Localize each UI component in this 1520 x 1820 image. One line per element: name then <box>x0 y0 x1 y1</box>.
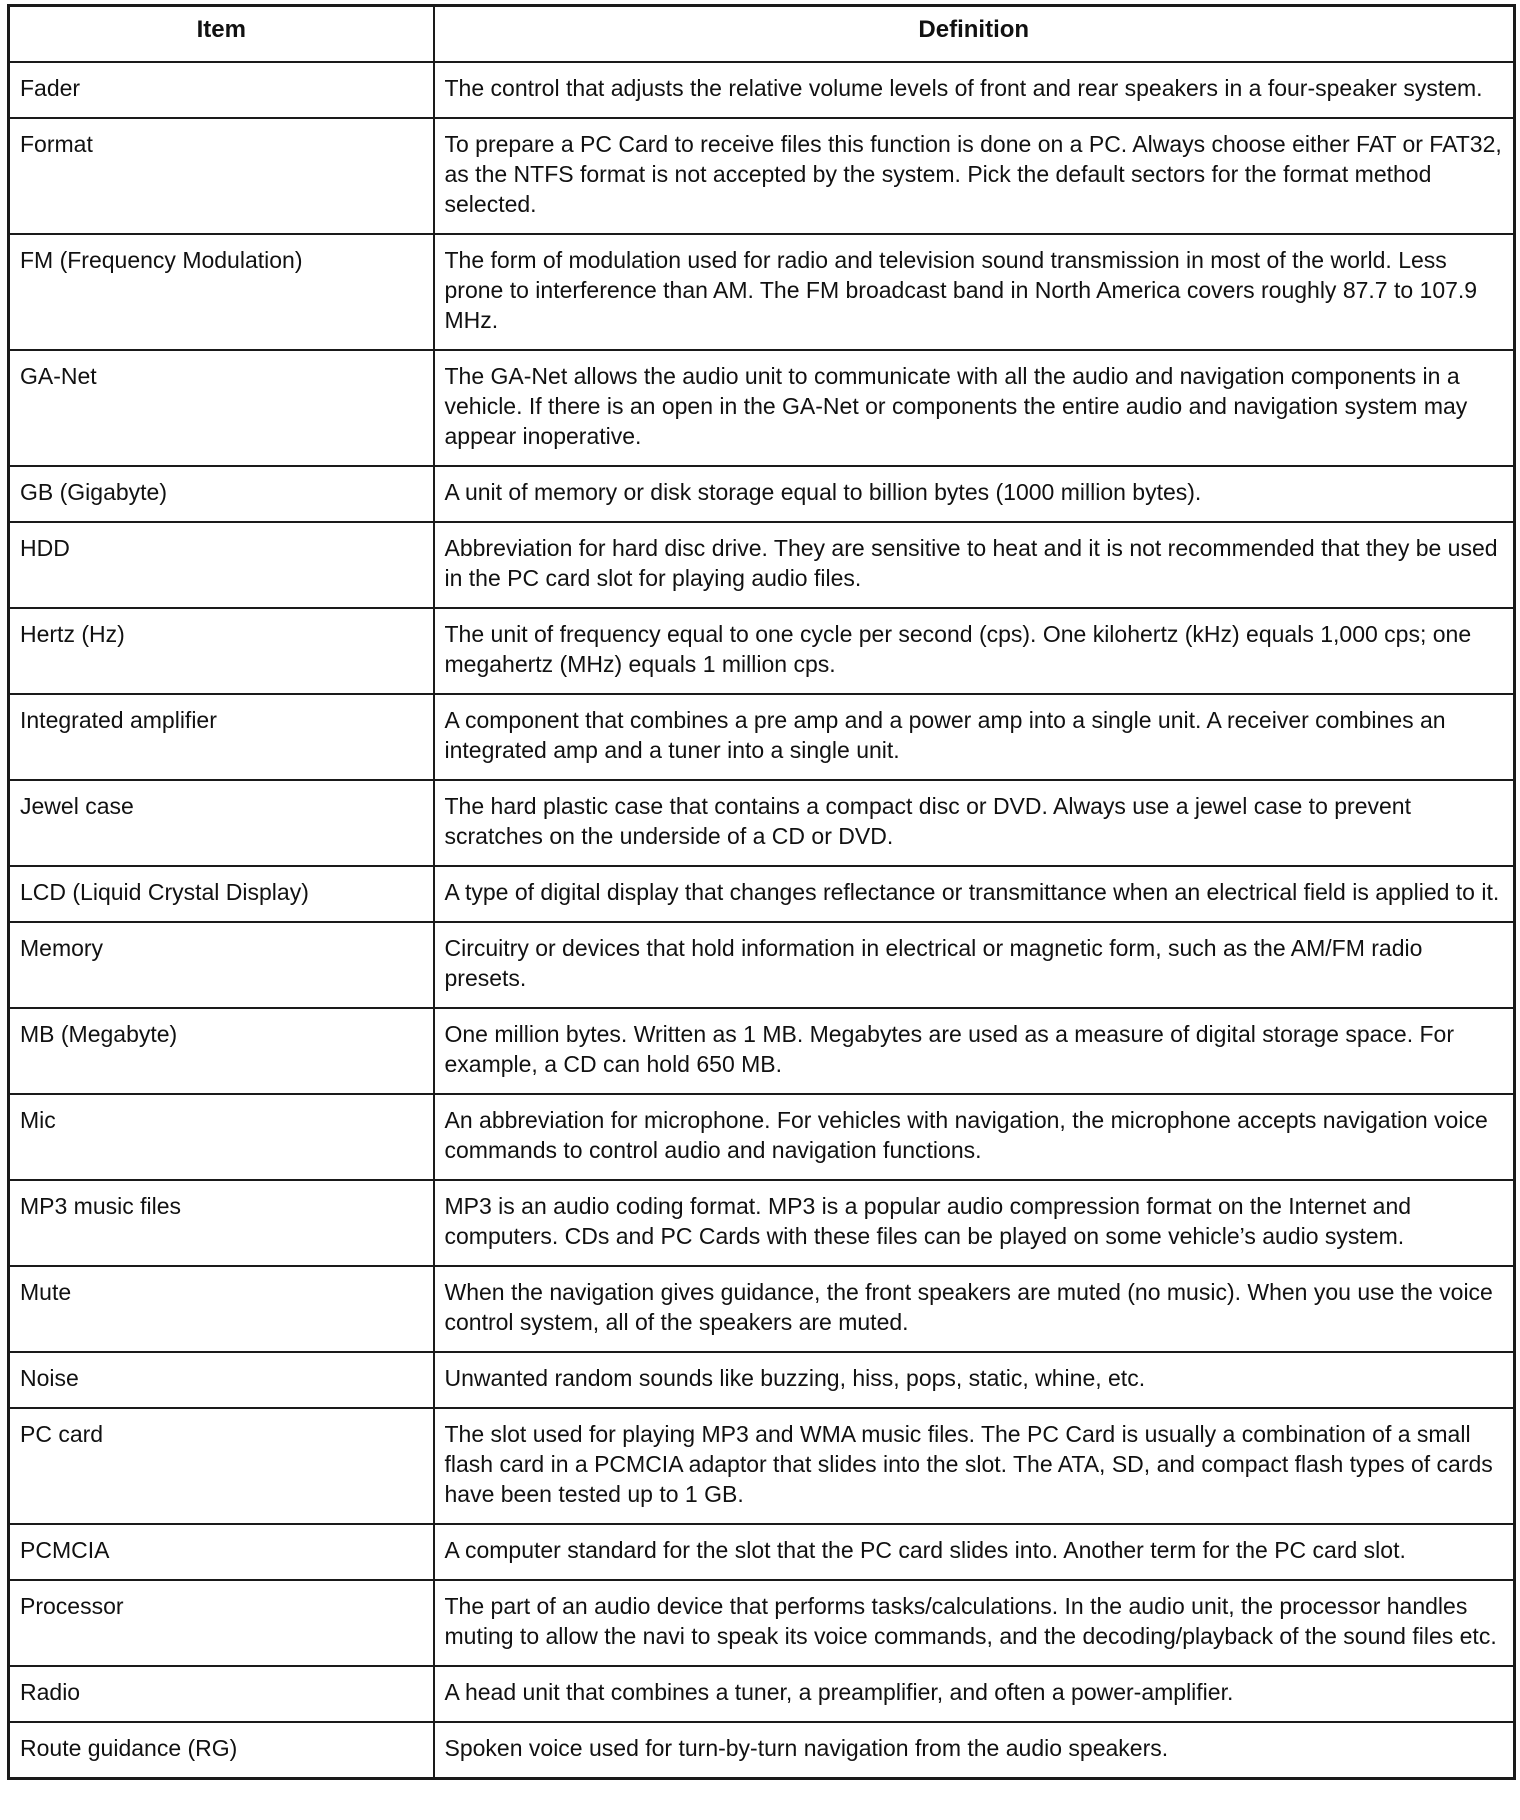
table-row <box>9 1580 1515 1666</box>
table-row <box>9 1408 1515 1524</box>
item-cell: Route guidance (RG) <box>9 1722 434 1779</box>
table-row <box>9 866 1515 922</box>
table-row <box>9 1352 1515 1408</box>
definition-cell: Circuitry or devices that hold information in electrical or magnetic form, such as the AM/FM radio presets. <box>434 922 1515 1008</box>
definition-cell: An abbreviation for microphone. For vehicles with navigation, the microphone accepts navigation voice commands to control audio and navigation functions. <box>434 1094 1515 1180</box>
item-cell: Mic <box>9 1094 434 1180</box>
table-row <box>9 1722 1515 1779</box>
item-cell: Jewel case <box>9 780 434 866</box>
definition-cell: Spoken voice used for turn-by-turn navigation from the audio speakers. <box>434 1722 1515 1779</box>
item-cell: LCD (Liquid Crystal Display) <box>9 866 434 922</box>
definition-cell: When the navigation gives guidance, the front speakers are muted (no music). When you use the voice control system, all of the speakers are muted. <box>434 1266 1515 1352</box>
definition-cell: To prepare a PC Card to receive files this function is done on a PC. Always choose either FAT or FAT32, as the NTFS format is not accepted by the system. Pick the default sectors for the format method selected. <box>434 118 1515 234</box>
table-row <box>9 466 1515 522</box>
item-cell: MB (Megabyte) <box>9 1008 434 1094</box>
table-row <box>9 1180 1515 1266</box>
table-row <box>9 608 1515 694</box>
header-row <box>9 6 1515 63</box>
definition-cell: MP3 is an audio coding format. MP3 is a popular audio compression format on the Internet and computers. CDs and PC Cards with these files can be played on some vehicle’s audio system. <box>434 1180 1515 1266</box>
definition-cell: The hard plastic case that contains a compact disc or DVD. Always use a jewel case to prevent scratches on the underside of a CD or DVD. <box>434 780 1515 866</box>
definition-cell: One million bytes. Written as 1 MB. Megabytes are used as a measure of digital storage space. For example, a CD can hold 650 MB. <box>434 1008 1515 1094</box>
table-row <box>9 1524 1515 1580</box>
item-cell: GA-Net <box>9 350 434 466</box>
item-cell: Mute <box>9 1266 434 1352</box>
definition-cell: Unwanted random sounds like buzzing, hiss, pops, static, whine, etc. <box>434 1352 1515 1408</box>
table-row <box>9 1094 1515 1180</box>
definition-cell: A type of digital display that changes reflectance or transmittance when an electrical field is applied to it. <box>434 866 1515 922</box>
item-cell: Noise <box>9 1352 434 1408</box>
glossary-table <box>7 4 1516 1780</box>
definition-cell: A computer standard for the slot that the PC card slides into. Another term for the PC card slot. <box>434 1524 1515 1580</box>
definition-cell: The unit of frequency equal to one cycle per second (cps). One kilohertz (kHz) equals 1,000 cps; one megahertz (MHz) equals 1 million cps. <box>434 608 1515 694</box>
table-row <box>9 118 1515 234</box>
table-row <box>9 694 1515 780</box>
definition-cell: A component that combines a pre amp and a power amp into a single unit. A receiver combines an integrated amp and a tuner into a single unit. <box>434 694 1515 780</box>
table-row <box>9 350 1515 466</box>
definition-cell: Abbreviation for hard disc drive. They are sensitive to heat and it is not recommended that they be used in the PC card slot for playing audio files. <box>434 522 1515 608</box>
column-header-item: Item <box>9 6 434 63</box>
item-cell: Integrated amplifier <box>9 694 434 780</box>
item-cell: MP3 music files <box>9 1180 434 1266</box>
glossary-sheet <box>7 4 1513 1780</box>
table-row <box>9 922 1515 1008</box>
item-cell: Fader <box>9 62 434 118</box>
definition-cell: The slot used for playing MP3 and WMA music files. The PC Card is usually a combination of a small flash card in a PCMCIA adaptor that slides into the slot. The ATA, SD, and compact flash types of cards have been tested up to 1 GB. <box>434 1408 1515 1524</box>
definition-cell: A unit of memory or disk storage equal to billion bytes (1000 million bytes). <box>434 466 1515 522</box>
table-row <box>9 1266 1515 1352</box>
item-cell: Radio <box>9 1666 434 1722</box>
item-cell: Format <box>9 118 434 234</box>
table-row <box>9 62 1515 118</box>
definition-cell: The control that adjusts the relative volume levels of front and rear speakers in a four-speaker system. <box>434 62 1515 118</box>
table-row <box>9 234 1515 350</box>
item-cell: PCMCIA <box>9 1524 434 1580</box>
item-cell: GB (Gigabyte) <box>9 466 434 522</box>
item-cell: PC card <box>9 1408 434 1524</box>
table-row <box>9 780 1515 866</box>
item-cell: Processor <box>9 1580 434 1666</box>
item-cell: HDD <box>9 522 434 608</box>
table-row <box>9 1666 1515 1722</box>
table-row <box>9 522 1515 608</box>
item-cell: Hertz (Hz) <box>9 608 434 694</box>
definition-cell: The GA-Net allows the audio unit to communicate with all the audio and navigation components in a vehicle. If there is an open in the GA-Net or components the entire audio and navigation system may appear inoperative. <box>434 350 1515 466</box>
item-cell: Memory <box>9 922 434 1008</box>
definition-cell: The part of an audio device that performs tasks/calculations. In the audio unit, the processor handles muting to allow the navi to speak its voice commands, and the decoding/playback of the sound files etc. <box>434 1580 1515 1666</box>
table-row <box>9 1008 1515 1094</box>
definition-cell: The form of modulation used for radio and television sound transmission in most of the world. Less prone to interference than AM. The FM broadcast band in North America covers roughly 87.7 to 107.9 MHz. <box>434 234 1515 350</box>
definition-cell: A head unit that combines a tuner, a preamplifier, and often a power-amplifier. <box>434 1666 1515 1722</box>
column-header-definition: Definition <box>434 6 1515 63</box>
item-cell: FM (Frequency Modulation) <box>9 234 434 350</box>
